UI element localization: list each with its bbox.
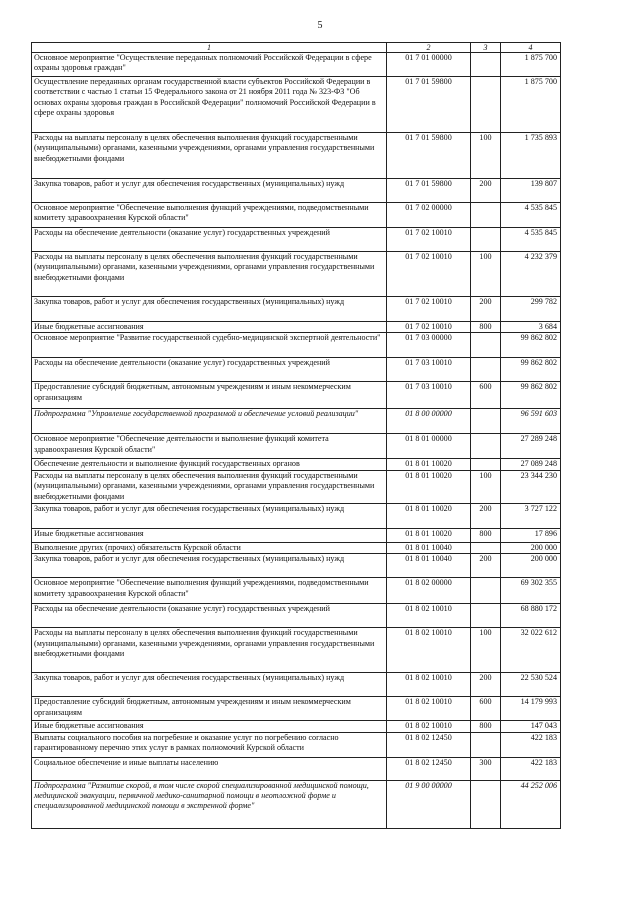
row-expense-type: 200 xyxy=(471,554,501,578)
row-name: Основное мероприятие "Обеспечение деятельности и выполнение функций комитета здравоохранения Курской области" xyxy=(32,434,387,459)
row-expense-type: 100 xyxy=(471,133,501,179)
row-code: 01 8 01 10020 xyxy=(387,503,471,528)
row-amount: 32 022 612 xyxy=(501,628,561,673)
table-row xyxy=(32,382,561,409)
row-amount: 99 862 802 xyxy=(501,333,561,358)
row-expense-type xyxy=(471,732,501,757)
row-amount: 1 875 700 xyxy=(501,53,561,77)
row-code: 01 8 02 00000 xyxy=(387,578,471,604)
row-code: 01 7 03 00000 xyxy=(387,333,471,358)
row-expense-type: 100 xyxy=(471,628,501,673)
table-row xyxy=(32,322,561,333)
table-row xyxy=(32,228,561,252)
table-row xyxy=(32,721,561,732)
row-amount: 1 875 700 xyxy=(501,77,561,133)
row-amount: 68 880 172 xyxy=(501,604,561,628)
row-code: 01 7 02 10010 xyxy=(387,297,471,322)
row-code: 01 7 02 00000 xyxy=(387,203,471,228)
row-name: Основное мероприятие "Обеспечение выполнения функций учреждениями, подведомственными комитету здравоохранения Курской области" xyxy=(32,203,387,228)
row-expense-type xyxy=(471,542,501,553)
table-row xyxy=(32,333,561,358)
row-code: 01 8 01 10020 xyxy=(387,470,471,503)
row-expense-type: 800 xyxy=(471,721,501,732)
row-name: Закупка товаров, работ и услуг для обеспечения государственных (муниципальных) нужд xyxy=(32,503,387,528)
table-row xyxy=(32,673,561,697)
table-row xyxy=(32,732,561,757)
row-code: 01 9 00 00000 xyxy=(387,780,471,828)
header-col-3: 3 xyxy=(471,43,501,53)
row-name: Основное мероприятие "Развитие государственной судебно-медицинской экспертной деятельности" xyxy=(32,333,387,358)
row-code: 01 8 00 00000 xyxy=(387,409,471,434)
row-expense-type xyxy=(471,780,501,828)
row-code: 01 8 02 12450 xyxy=(387,757,471,780)
row-code: 01 7 02 10010 xyxy=(387,322,471,333)
table-row xyxy=(32,528,561,542)
row-name: Иные бюджетные ассигнования xyxy=(32,528,387,542)
table-row xyxy=(32,252,561,297)
table-row xyxy=(32,297,561,322)
row-name: Предоставление субсидий бюджетным, автономным учреждениям и иным некоммерческим организациям xyxy=(32,697,387,721)
row-code: 01 7 01 59800 xyxy=(387,77,471,133)
row-name: Расходы на выплаты персоналу в целях обеспечения выполнения функций государственными (муниципальными) органами, казенными учреждениями, органами управления государственными внебюджетными фондами xyxy=(32,252,387,297)
row-code: 01 8 02 10010 xyxy=(387,604,471,628)
row-expense-type: 100 xyxy=(471,470,501,503)
budget-table xyxy=(31,42,561,829)
row-expense-type: 100 xyxy=(471,252,501,297)
table-row xyxy=(32,434,561,459)
row-expense-type xyxy=(471,53,501,77)
row-expense-type: 600 xyxy=(471,382,501,409)
row-amount: 69 302 355 xyxy=(501,578,561,604)
row-name: Подпрограмма "Управление государственной программой и обеспечение условий реализации" xyxy=(32,409,387,434)
row-amount: 4 232 379 xyxy=(501,252,561,297)
row-code: 01 8 02 10010 xyxy=(387,697,471,721)
row-name: Расходы на выплаты персоналу в целях обеспечения выполнения функций государственными (муниципальными) органами, казенными учреждениями, органами управления государственными внебюджетными фондами xyxy=(32,133,387,179)
row-amount: 299 782 xyxy=(501,297,561,322)
table-row xyxy=(32,628,561,673)
row-amount: 27 089 248 xyxy=(501,459,561,470)
row-amount: 139 807 xyxy=(501,179,561,203)
row-code: 01 8 01 10040 xyxy=(387,542,471,553)
row-name: Осуществление переданных органам государственной власти субъектов Российской Федерации в соответствии с частью 1 статьи 15 Федерального закона от 21 ноября 2011 года № 323-ФЗ "Об основах охраны здоровья граждан в Российской Федерации" полномочий Российской Федерации в сфере охраны здоровья xyxy=(32,77,387,133)
table-row xyxy=(32,179,561,203)
row-amount: 44 252 006 xyxy=(501,780,561,828)
row-expense-type: 200 xyxy=(471,503,501,528)
row-code: 01 8 02 10010 xyxy=(387,628,471,673)
row-name: Расходы на выплаты персоналу в целях обеспечения выполнения функций государственными (муниципальными) органами, казенными учреждениями, органами управления государственными внебюджетными фондами xyxy=(32,628,387,673)
row-code: 01 7 02 10010 xyxy=(387,252,471,297)
row-name: Подпрограмма "Развитие скорой, в том числе скорой специализированной медицинской помощи, медицинской эвакуации, первичной медико-санитарной помощи в неотложной форме и специализированной медицинской помощи в экстренной форме" xyxy=(32,780,387,828)
row-expense-type xyxy=(471,604,501,628)
table-row xyxy=(32,542,561,553)
table-row xyxy=(32,578,561,604)
table-row xyxy=(32,697,561,721)
table-row xyxy=(32,133,561,179)
row-amount: 4 535 845 xyxy=(501,228,561,252)
row-amount: 4 535 845 xyxy=(501,203,561,228)
row-name: Выполнение других (прочих) обязательств Курской области xyxy=(32,542,387,553)
row-amount: 17 896 xyxy=(501,528,561,542)
row-name: Расходы на обеспечение деятельности (оказание услуг) государственных учреждений xyxy=(32,604,387,628)
row-expense-type xyxy=(471,358,501,382)
row-expense-type: 200 xyxy=(471,297,501,322)
row-amount: 27 289 248 xyxy=(501,434,561,459)
row-code: 01 8 01 00000 xyxy=(387,434,471,459)
table-row xyxy=(32,780,561,828)
row-expense-type xyxy=(471,203,501,228)
row-name: Основное мероприятие "Обеспечение выполнения функций учреждениями, подведомственными комитету здравоохранения Курской области" xyxy=(32,578,387,604)
row-name: Закупка товаров, работ и услуг для обеспечения государственных (муниципальных) нужд xyxy=(32,297,387,322)
row-expense-type xyxy=(471,77,501,133)
row-name: Обеспечение деятельности и выполнение функций государственных органов xyxy=(32,459,387,470)
row-amount: 22 530 524 xyxy=(501,673,561,697)
row-expense-type: 200 xyxy=(471,179,501,203)
table-row xyxy=(32,459,561,470)
row-expense-type xyxy=(471,409,501,434)
page-number: 5 xyxy=(317,20,323,31)
row-code: 01 8 02 10010 xyxy=(387,721,471,732)
row-code: 01 8 01 10020 xyxy=(387,528,471,542)
row-amount: 14 179 993 xyxy=(501,697,561,721)
row-expense-type xyxy=(471,459,501,470)
row-code: 01 8 01 10020 xyxy=(387,459,471,470)
row-amount: 200 000 xyxy=(501,542,561,553)
row-expense-type: 200 xyxy=(471,673,501,697)
row-code: 01 8 02 12450 xyxy=(387,732,471,757)
row-name: Основное мероприятие "Осуществление переданных полномочий Российской Федерации в сфере охраны здоровья граждан" xyxy=(32,53,387,77)
row-amount: 1 735 893 xyxy=(501,133,561,179)
row-name: Иные бюджетные ассигнования xyxy=(32,322,387,333)
row-expense-type: 600 xyxy=(471,697,501,721)
row-amount: 96 591 603 xyxy=(501,409,561,434)
row-name: Иные бюджетные ассигнования xyxy=(32,721,387,732)
row-expense-type: 800 xyxy=(471,322,501,333)
row-amount: 200 000 xyxy=(501,554,561,578)
row-amount: 23 344 230 xyxy=(501,470,561,503)
row-code: 01 8 02 10010 xyxy=(387,673,471,697)
row-amount: 3 684 xyxy=(501,322,561,333)
row-amount: 422 183 xyxy=(501,732,561,757)
row-code: 01 7 01 00000 xyxy=(387,53,471,77)
row-code: 01 8 01 10040 xyxy=(387,554,471,578)
row-name: Закупка товаров, работ и услуг для обеспечения государственных (муниципальных) нужд xyxy=(32,179,387,203)
row-code: 01 7 03 10010 xyxy=(387,382,471,409)
row-name: Расходы на выплаты персоналу в целях обеспечения выполнения функций государственными (муниципальными) органами, казенными учреждениями, органами управления государственными внебюджетными фондами xyxy=(32,470,387,503)
table-row xyxy=(32,604,561,628)
row-expense-type xyxy=(471,434,501,459)
table-row xyxy=(32,409,561,434)
header-col-4: 4 xyxy=(501,43,561,53)
table-row xyxy=(32,358,561,382)
row-name: Расходы на обеспечение деятельности (оказание услуг) государственных учреждений xyxy=(32,228,387,252)
row-expense-type: 300 xyxy=(471,757,501,780)
row-amount: 3 727 122 xyxy=(501,503,561,528)
row-code: 01 7 03 10010 xyxy=(387,358,471,382)
row-name: Закупка товаров, работ и услуг для обеспечения государственных (муниципальных) нужд xyxy=(32,554,387,578)
row-name: Закупка товаров, работ и услуг для обеспечения государственных (муниципальных) нужд xyxy=(32,673,387,697)
table-row xyxy=(32,53,561,77)
row-name: Расходы на обеспечение деятельности (оказание услуг) государственных учреждений xyxy=(32,358,387,382)
row-expense-type xyxy=(471,333,501,358)
row-expense-type xyxy=(471,228,501,252)
header-col-2: 2 xyxy=(387,43,471,53)
row-name: Предоставление субсидий бюджетным, автономным учреждениям и иным некоммерческим организациям xyxy=(32,382,387,409)
row-name: Социальное обеспечение и иные выплаты населению xyxy=(32,757,387,780)
table-row xyxy=(32,503,561,528)
row-code: 01 7 02 10010 xyxy=(387,228,471,252)
table-header-row xyxy=(32,43,561,53)
row-expense-type xyxy=(471,578,501,604)
table-row xyxy=(32,203,561,228)
row-code: 01 7 01 59800 xyxy=(387,179,471,203)
header-col-1: 1 xyxy=(32,43,387,53)
table-row xyxy=(32,757,561,780)
row-amount: 147 043 xyxy=(501,721,561,732)
row-amount: 99 862 802 xyxy=(501,382,561,409)
row-name: Выплаты социального пособия на погребение и оказание услуг по погребению согласно гарантированному перечню этих услуг в рамках полномочий Курской области xyxy=(32,732,387,757)
table-row xyxy=(32,554,561,578)
row-expense-type: 800 xyxy=(471,528,501,542)
row-amount: 422 183 xyxy=(501,757,561,780)
row-amount: 99 862 802 xyxy=(501,358,561,382)
row-code: 01 7 01 59800 xyxy=(387,133,471,179)
table-row xyxy=(32,77,561,133)
table-row xyxy=(32,470,561,503)
